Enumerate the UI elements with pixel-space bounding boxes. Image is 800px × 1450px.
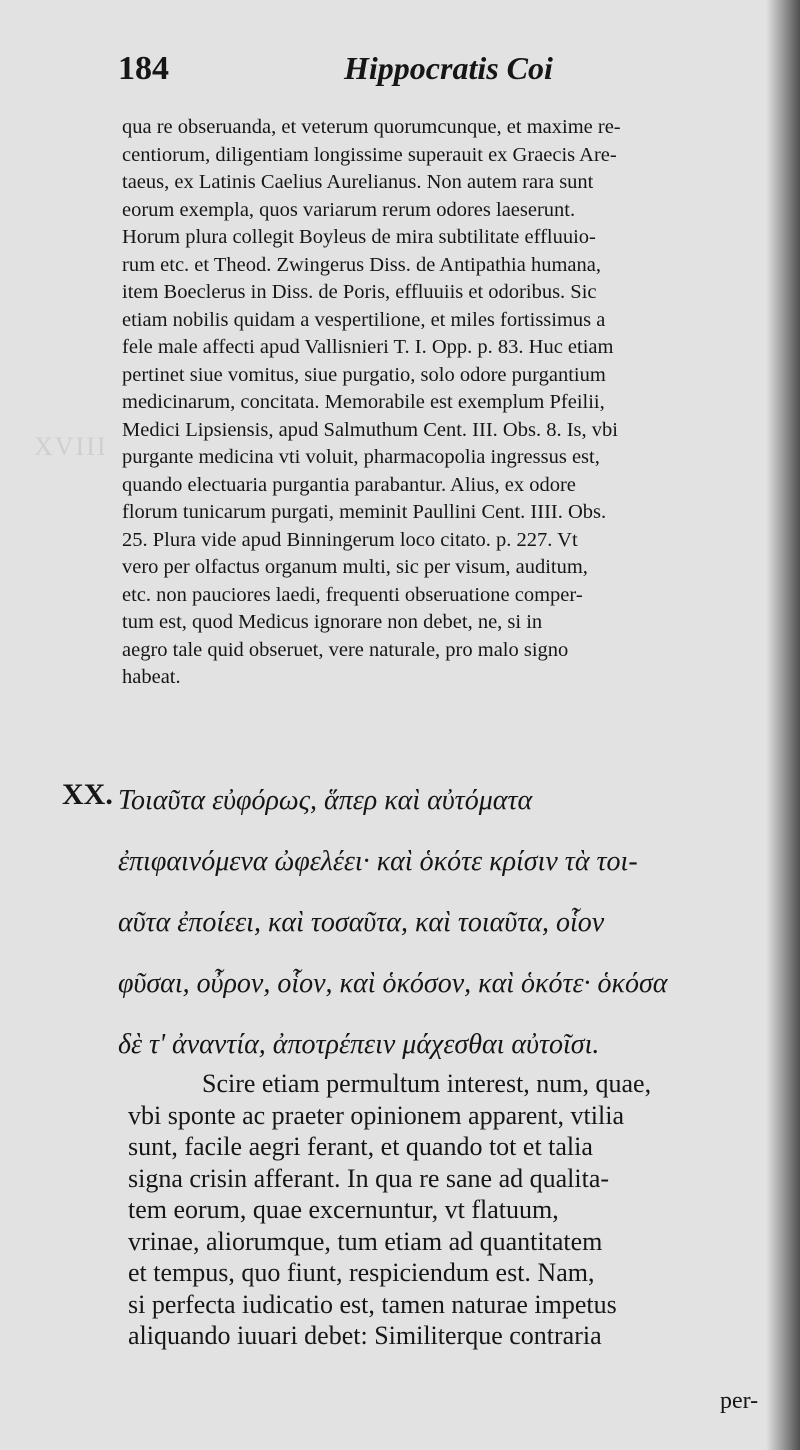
- latin-commentary: [128, 1068, 758, 1352]
- commentary-line: tem eorum, quae excernuntur, vt flatuum,: [128, 1195, 559, 1224]
- bleed-through-text: XVIII: [34, 432, 108, 461]
- aphorism-number: XX.: [62, 778, 113, 811]
- text-line: taeus, ex Latinis Caelius Aurelianus. Non autem rara sunt: [122, 171, 594, 193]
- commentary-line: vbi sponte ac praeter opinionem apparent, vtilia: [128, 1100, 624, 1130]
- catchword: per-: [720, 1388, 759, 1414]
- text-line: pertinet siue vomitus, siue purgatio, solo odore purgantium: [122, 363, 606, 386]
- commentary-line: si perfecta iudicatio est, tamen naturae impetus: [128, 1289, 617, 1319]
- text-line: medicinarum, concitata. Memorabile est exemplum Pfeilii,: [122, 391, 605, 413]
- text-line: aegro tale quid obseruet, vere naturale, pro malo signo: [122, 638, 569, 661]
- text-line: 25. Plura vide apud Binningerum loco citato. p. 227. Vt: [122, 528, 578, 551]
- text-line: eorum exempla, quos variarum rerum odores laeserunt.: [122, 198, 576, 221]
- greek-line: Τοιαῦτα εὐφόρως, ἅπερ καὶ αὐτόματα: [118, 785, 533, 816]
- text-line: vero per olfactus organum multi, sic per visum, auditum,: [122, 556, 588, 578]
- text-line: etiam nobilis quidam a vespertilione, et miles fortissimus a: [122, 308, 606, 331]
- text-line: habeat.: [122, 666, 181, 688]
- text-line: rum etc. et Theod. Zwingerus Diss. de Antipathia humana,: [122, 253, 601, 276]
- text-line: purgante medicina vti voluit, pharmacopolia ingressus est,: [122, 446, 600, 468]
- text-line: Horum plura collegit Boyleus de mira subtilitate effluuio-: [122, 226, 596, 248]
- running-head: Hippocratis Coi: [344, 50, 553, 86]
- text-line: centiorum, diligentiam longissime superauit ex Graecis Are-: [122, 143, 617, 166]
- footnote-paragraph: [122, 114, 758, 692]
- text-line: etc. non pauciores laedi, frequenti obseruatione comper-: [122, 583, 583, 606]
- page-edge-shadow: [766, 0, 800, 1450]
- text-line: Medici Lipsiensis, apud Salmuthum Cent. III. Obs. 8. Is, vbi: [122, 418, 618, 441]
- commentary-line: signa crisin afferant. In qua re sane ad qualita-: [128, 1163, 610, 1193]
- commentary-line: sunt, facile aegri ferant, et quando tot et talia: [128, 1132, 593, 1161]
- commentary-line: Scire etiam permultum interest, num, quae,: [202, 1069, 652, 1098]
- commentary-line: et tempus, quo fiunt, respiciendum est. Nam,: [128, 1258, 595, 1287]
- commentary-line: vrinae, aliorumque, tum etiam ad quantitatem: [128, 1226, 603, 1256]
- text-line: fele male affecti apud Vallisnieri T. I. Opp. p. 83. Huc etiam: [122, 336, 614, 358]
- greek-line: αῦτα ἐποίεει, καὶ τοσαῦτα, καὶ τοιαῦτα, οἷον: [118, 907, 605, 938]
- greek-line: ἐπιφαινόμενα ὠφελέει· καὶ ὁκότε κρίσιν τὰ τοι-: [118, 846, 638, 877]
- page-header: [118, 50, 758, 100]
- page-number: 184: [118, 50, 169, 87]
- text-line: item Boeclerus in Diss. de Poris, effluuiis et odoribus. Sic: [122, 281, 597, 303]
- text-line: tum est, quod Medicus ignorare non debet, ne, si in: [122, 611, 543, 633]
- text-line: florum tunicarum purgati, meminit Paullini Cent. IIII. Obs.: [122, 501, 607, 523]
- greek-aphorism: [118, 770, 758, 1075]
- text-line: qua re obseruanda, et veterum quorumcunque, et maxime re-: [122, 116, 621, 138]
- commentary-line: aliquando iuuari debet: Similiterque contraria: [128, 1321, 602, 1350]
- greek-line: δὲ τ' ἀναντία, ἀποτρέπειν μάχεσθαι αὐτοῖσι.: [118, 1029, 600, 1060]
- greek-line: φῦσαι, οὖρον, οἷον, καὶ ὁκόσον, καὶ ὁκότε· ὁκόσα: [118, 968, 668, 999]
- text-line: quando electuaria purgantia parabantur. Alius, ex odore: [122, 473, 576, 496]
